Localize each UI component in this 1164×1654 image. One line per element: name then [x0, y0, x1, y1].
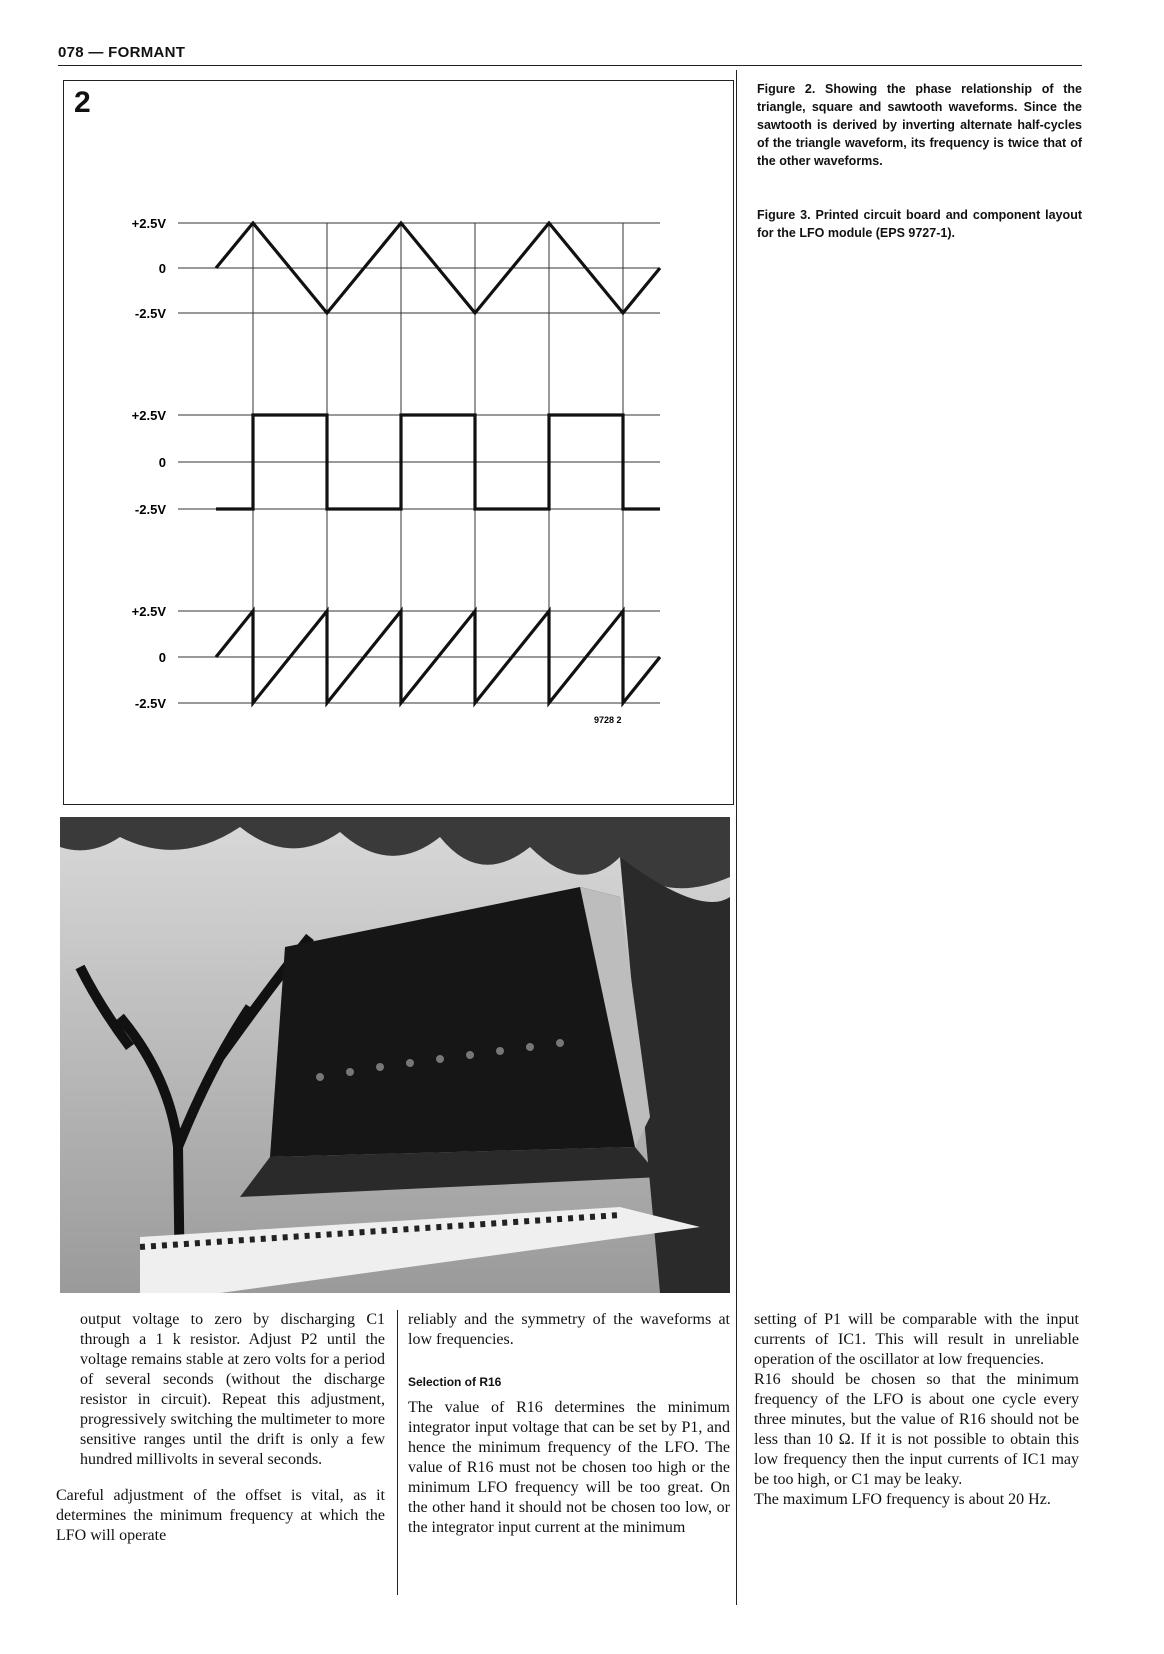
triangle-axis-label: -2.5V [134, 306, 166, 321]
sawtooth-axis-label: 0 [158, 650, 166, 665]
page-header: 078 — FORMANT [58, 44, 186, 61]
col2-paragraph-1: reliably and the symmetry of the waveforms at low frequencies. [408, 1311, 730, 1348]
col1-paragraph-1: output voltage to zero by discharging C1 through a 1 k resistor. Adjust P2 until the voltage remains stable at zero volts for a period of several seconds (without the discharge resistor in circuit). Repeat this adjustment, progressively switching the multimeter to more sensitive ranges until the drift is only a few hundred millivolts in several seconds. [80, 1311, 385, 1468]
col3-paragraph-2: R16 should be chosen so that the minimum frequency of the LFO is about one cycle every three minutes, but the value of R16 should not be less than 10 Ω. If it is not possible to obtain this low frequency then the input currents of IC1 may be too high, or C1 may be leaky. [754, 1371, 1079, 1488]
column-rule-1 [397, 1310, 398, 1595]
section-heading: Selection of R16 [408, 1375, 502, 1389]
triangle-axis-label: 0 [158, 261, 166, 276]
sawtooth-axis-label: -2.5V [134, 696, 166, 711]
col3-paragraph-3: The maximum LFO frequency is about 20 Hz. [754, 1491, 1051, 1508]
square-axis-label: 0 [158, 455, 166, 470]
column-3 [754, 1310, 1079, 1510]
col1-paragraph-2: Careful adjustment of the offset is vital, as it determines the minimum frequency at which the LFO will operate [56, 1487, 385, 1544]
sawtooth-axis-label: +2.5V [131, 604, 166, 619]
square-axis-label: +2.5V [131, 408, 166, 423]
figure-code: 9728 2 [594, 715, 622, 725]
square-axis-label: -2.5V [134, 502, 166, 517]
figure-3-caption: Figure 3. Printed circuit board and component layout for the LFO module (EPS 9727-1). [757, 208, 1082, 240]
triangle-axis-label: +2.5V [131, 216, 166, 231]
col2-paragraph-2: The value of R16 determines the minimum integrator input voltage that can be set by P1, and hence the minimum frequency of the LFO. The value of R16 must not be chosen too high or the minimum LFO frequency will be too great. On the other hand it should not be chosen too low, or the integrator input current at the minimum [408, 1399, 730, 1536]
figure-number: 2 [74, 86, 91, 119]
figure-2-caption: Figure 2. Showing the phase relationship of the triangle, square and sawtooth waveforms. Since the sawtooth is derived by inverting alternate half-cycles of the triangle waveform, its frequency is twice that of the other waveforms. [757, 82, 1082, 168]
synthesizer-photo [60, 817, 730, 1293]
col3-paragraph-1: setting of P1 will be comparable with the input currents of IC1. This will result in unreliable operation of the oscillator at low frequencies. [754, 1311, 1079, 1368]
column-1 [56, 1310, 385, 1546]
column-2 [408, 1310, 730, 1538]
